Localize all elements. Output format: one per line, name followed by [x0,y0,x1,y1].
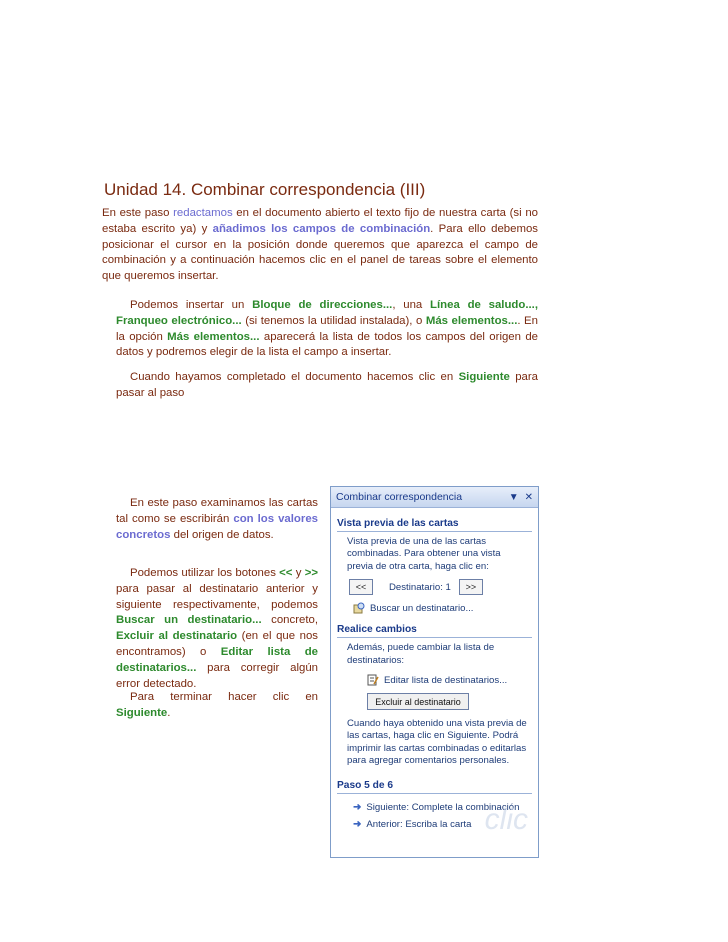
find-recipient-icon [353,602,365,614]
section-preview: Vista previa de las cartas [337,518,532,532]
task-pane-title: Combinar correspondencia [336,491,463,503]
edit-list-icon [367,674,379,686]
mail-merge-task-pane [330,486,539,858]
paragraph-next-step: Cuando hayamos completado el documento hacemos clic en Siguiente para pasar al paso [116,371,538,399]
next-recipient-button[interactable]: >> [459,579,483,595]
previous-recipient-button[interactable]: << [349,579,373,595]
page-title: Unidad 14. Combinar correspondencia (III) [104,180,426,199]
exclude-recipient-button[interactable]: Excluir al destinatario [367,693,469,710]
paragraph-buttons: Podemos utilizar los botones << y >> para pasar al destinatario anterior y siguiente respectivamente, podemos Buscar un destinatario... concreto, Excluir al destinatario (en el que nos encontramos) o Editar lista de destinatarios... para corregir algún error detectado. [116,567,318,690]
section-changes: Realice cambios [337,624,532,638]
preview-description: Vista previa de una de las cartas combinadas. Para obtener una vista previa de otra carta, haga clic en: [347,536,501,572]
arrow-right-icon: ➜ [353,801,362,813]
changes-description: Además, puede cambiar la lista de destinatarios: [347,642,495,666]
finish-description: Cuando haya obtenido una vista previa de las cartas, haga clic en Siguiente. Podrá imprimir las cartas combinadas o editarlas para agregar comentarios personales. [347,718,527,767]
paragraph-finish: Para terminar hacer clic en Siguiente. [116,691,318,719]
edit-recipients-link[interactable]: Editar lista de destinatarios... [367,674,538,686]
close-icon[interactable]: ✕ [524,491,533,503]
recipient-label: Destinatario: 1 [389,581,451,593]
recipient-navigation [349,579,538,595]
paragraph-intro: En este paso redactamos en el documento abierto el texto fijo de nuestra carta (si no estaba escrito ya) y añadimos los campos de combinación. Para ello debemos posicionar el cursor en la posición donde queremos que aparezca el campo de combinación y a continuación hacemos clic en el panel de tareas sobre el elemento que queremos insertar. [102,207,538,283]
step-indicator: Paso 5 de 6 [337,780,532,794]
previous-step-link[interactable]: ➜ Anterior: Escriba la carta [353,818,472,830]
find-recipient-link[interactable]: Buscar un destinatario... [353,602,538,614]
paragraph-insert-fields: Podemos insertar un Bloque de direcciones..., una Línea de saludo..., Franqueo electrónico... (si tenemos la utilidad instalada), o Más elementos.... En la opción Más elementos... aparecerá la lista de todos los campos del origen de datos y podremos elegir de la lista el campo a insertar. [116,299,538,359]
next-step-link[interactable]: ➜ Siguiente: Complete la combinación [353,801,520,813]
arrow-left-icon: ➜ [353,818,362,830]
aula-clic-watermark: clic [484,803,528,836]
dropdown-arrow-icon[interactable]: ▼ [508,491,519,503]
task-pane-header [331,487,538,508]
paragraph-preview: En este paso examinamos las cartas tal como se escribirán con los valores concretos del origen de datos. [116,497,318,541]
